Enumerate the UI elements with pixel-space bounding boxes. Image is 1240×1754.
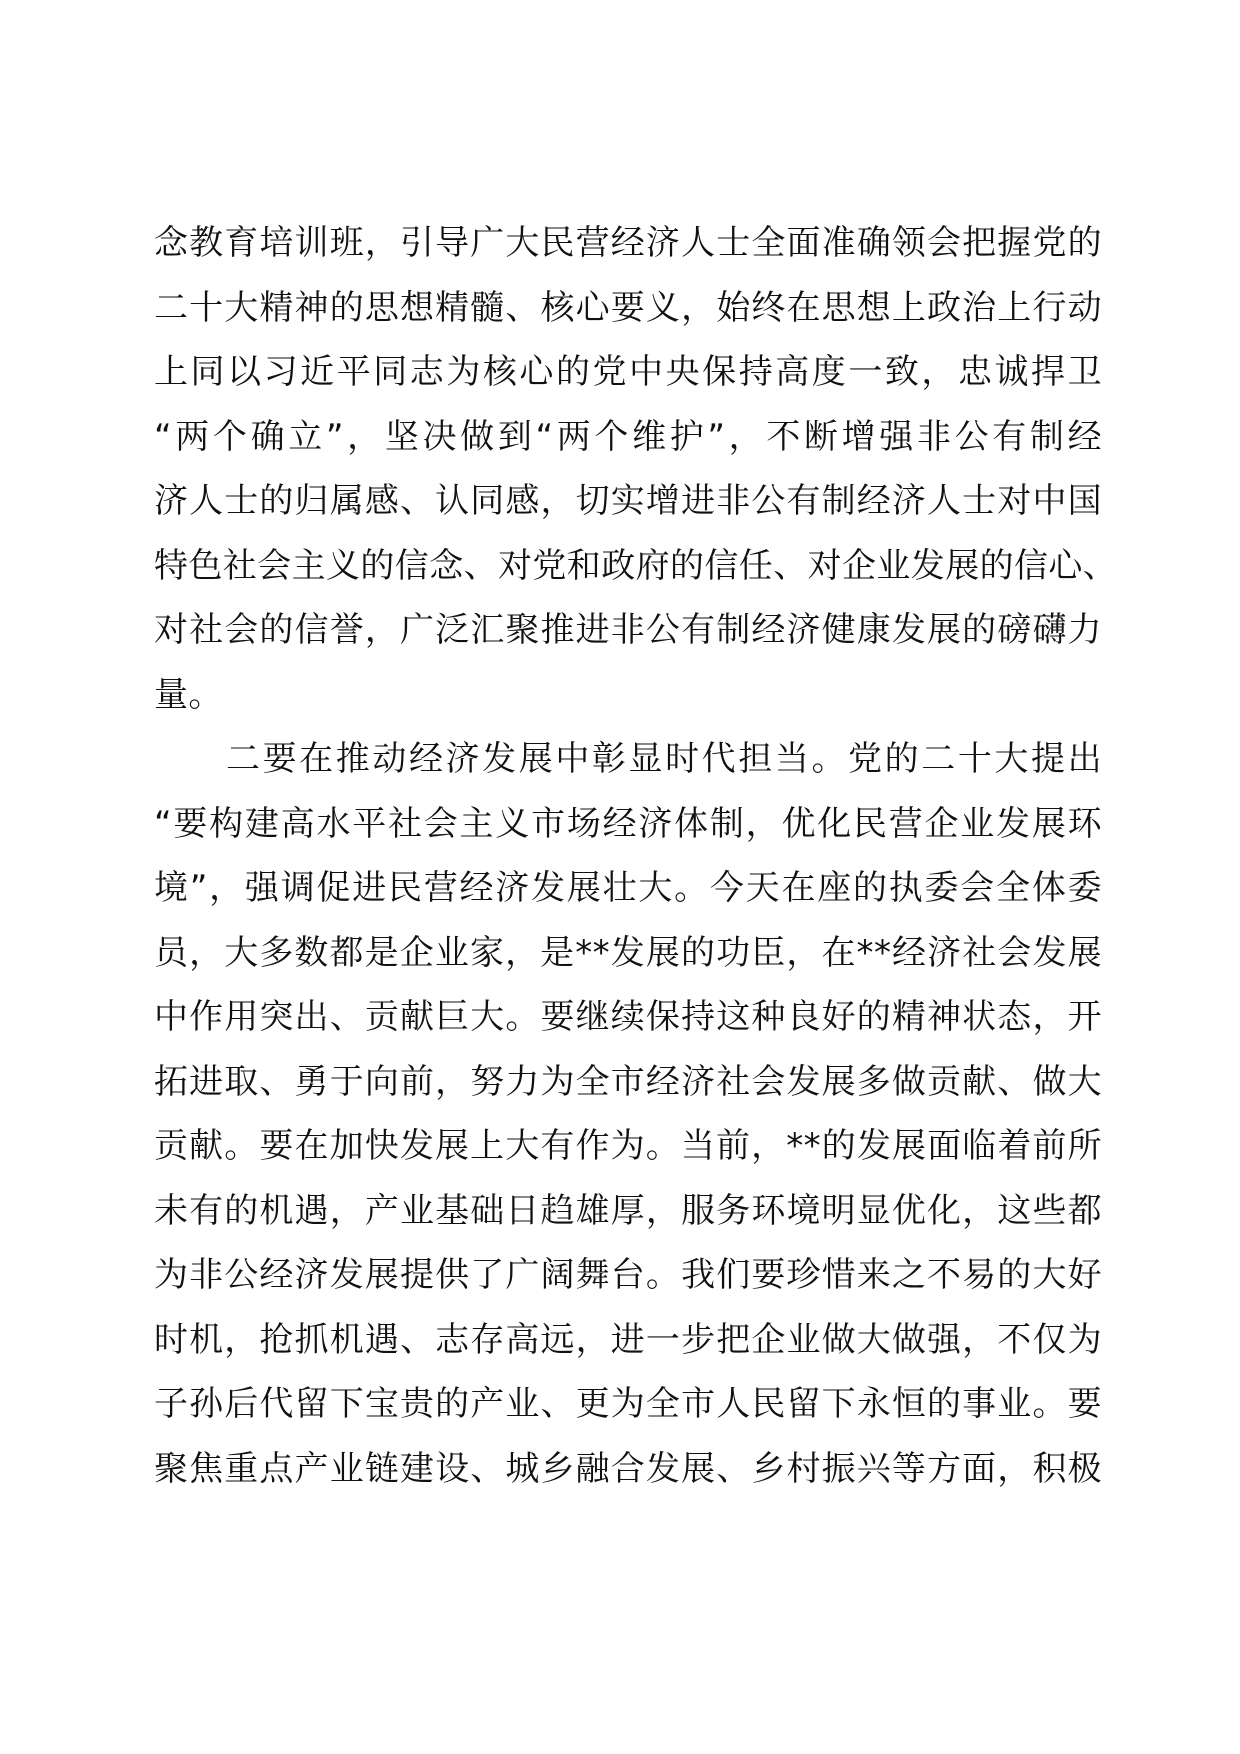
paragraph-2-line: “要构建高水平社会主义市场经济体制，优化民营企业发展环 (154, 803, 1102, 844)
paragraph-2-line: 拓进取、勇于向前，努力为全市经济社会发展多做贡献、做大 (154, 1061, 1102, 1102)
paragraph-2-line: 时机，抢抓机遇、志存高远，进一步把企业做大做强，不仅为 (154, 1319, 1102, 1360)
paragraph-1-line: 念教育培训班，引导广大民营经济人士全面准确领会把握党的 (154, 223, 1102, 263)
paragraph-1-line: “两个确立”，坚决做到“两个维护”，不断增强非公有制经 (154, 416, 1102, 457)
paragraph-2-line: 境”，强调促进民营经济发展壮大。今天在座的执委会全体委 (154, 868, 1102, 908)
paragraph-1-line: 二十大精神的思想精髓、核心要义，始终在思想上政治上行动 (154, 287, 1102, 328)
paragraph-1 (154, 211, 1118, 727)
paragraph-1-line: 量。 (154, 674, 223, 715)
paragraph-2 (154, 727, 1102, 1501)
paragraph-2-line: 未有的机遇，产业基础日趋雄厚，服务环境明显优化，这些都 (154, 1190, 1102, 1231)
paragraph-2-line: 中作用突出、贡献巨大。要继续保持这种良好的精神状态，开 (154, 997, 1102, 1037)
paragraph-2-line: 二要在推动经济发展中彰显时代担当。党的二十大提出 (226, 739, 1102, 779)
paragraph-2-line: 为非公经济发展提供了广阔舞台。我们要珍惜来之不易的大好 (154, 1255, 1102, 1295)
paragraph-1-line: 济人士的归属感、认同感，切实增进非公有制经济人士对中国 (154, 481, 1102, 521)
paragraph-1-line: 上同以习近平同志为核心的党中央保持高度一致，忠诚捍卫 (154, 352, 1102, 392)
paragraph-2-line: 贡献。要在加快发展上大有作为。当前，**的发展面临着前所 (154, 1126, 1102, 1166)
paragraph-2-line: 员，大多数都是企业家，是**发展的功臣，在**经济社会发展 (154, 932, 1102, 973)
paragraph-2-line: 子孙后代留下宝贵的产业、更为全市人民留下永恒的事业。要 (154, 1384, 1102, 1424)
paragraph-1-line: 特色社会主义的信念、对党和政府的信任、对企业发展的信心、 (154, 545, 1118, 586)
paragraph-2-line: 聚焦重点产业链建设、城乡融合发展、乡村振兴等方面，积极 (154, 1448, 1102, 1489)
paragraph-1-line: 对社会的信誉，广泛汇聚推进非公有制经济健康发展的磅礴力 (154, 610, 1102, 650)
document-body (154, 211, 1118, 1501)
